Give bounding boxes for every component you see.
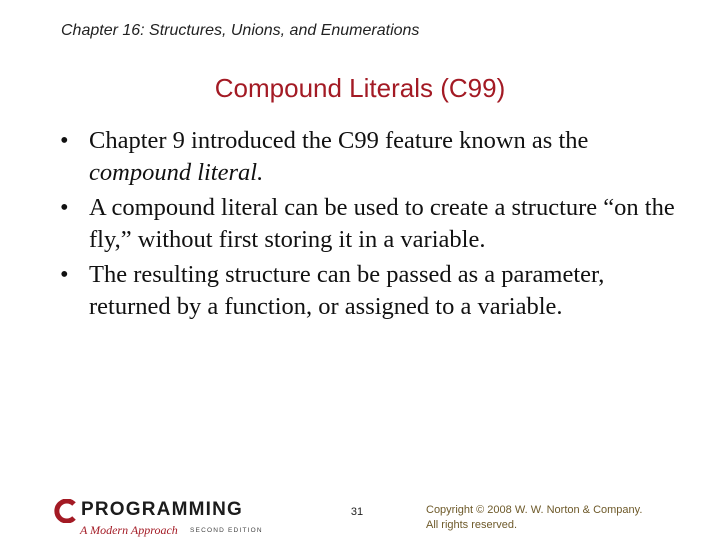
copyright-line-1: Copyright © 2008 W. W. Norton & Company. [426, 504, 643, 516]
bullet-item [60, 125, 680, 189]
bullet-item [60, 259, 680, 323]
logo-edition: SECOND EDITION [190, 527, 263, 534]
logo-wordmark: PROGRAMMING [81, 499, 244, 520]
logo-subtitle: A Modern Approach [80, 523, 178, 537]
bullet-text: Chapter 9 introduced the C99 feature known as the [89, 127, 589, 154]
bullet-icon: • [60, 194, 69, 221]
c-logo-icon [54, 499, 78, 523]
copyright-line-2: All rights reserved. [426, 519, 518, 531]
bullet-icon: • [60, 261, 69, 288]
bullet-text: A compound literal can be used to create a structure “on the fly,” without first storing it in a variable. [89, 194, 675, 253]
book-logo [50, 497, 270, 539]
bullet-icon: • [60, 127, 69, 154]
page-number: 31 [350, 506, 364, 518]
bullet-list [60, 125, 680, 326]
bullet-emphasis: compound literal. [89, 159, 264, 186]
copyright [426, 503, 642, 533]
bullet-text: The resulting structure can be passed as a parameter, returned by a function, or assigned to a variable. [89, 261, 605, 320]
slide-title: Compound Literals (C99) [214, 73, 506, 103]
chapter-header: Chapter 16: Structures, Unions, and Enumerations [61, 22, 420, 39]
bullet-item [60, 192, 680, 256]
